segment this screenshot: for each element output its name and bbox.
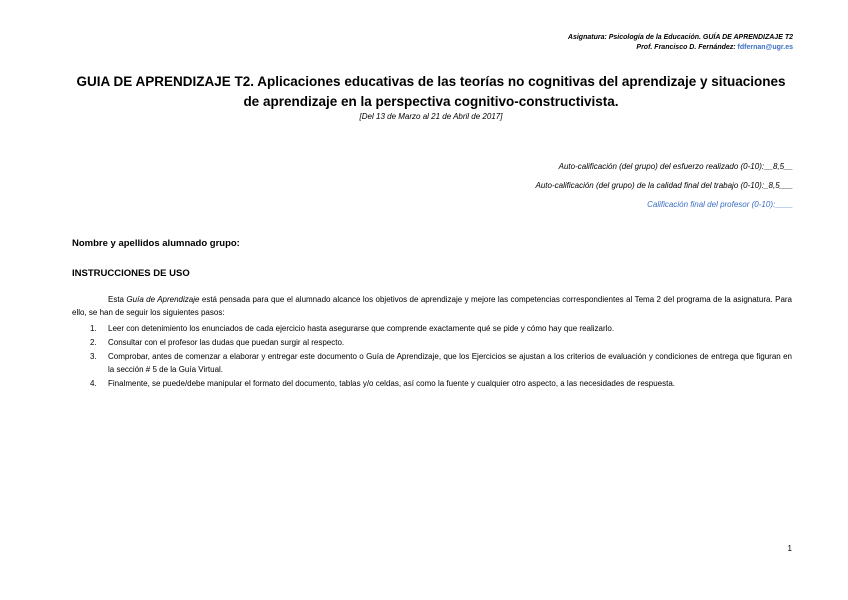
document-title: GUIA DE APRENDIZAJE T2. Aplicaciones educativas de las teorías no cognitivas del aprendizaje y situaciones de aprendizaje en la perspectiva cognitivo-constructivista.	[76, 74, 786, 109]
step-text: Finalmente, se puede/debe manipular el formato del documento, tablas y/o celdas, así como la fuente y cualquier otro aspecto, a las necesidades de respuesta.	[108, 379, 676, 388]
grade-quality: Auto-calificación (del grupo) de la calidad final del trabajo (0-10):_8,5___	[535, 181, 793, 190]
header-professor	[568, 43, 793, 53]
page-header	[568, 33, 793, 53]
intro-text-end: está pensada para que el alumnado alcance los objetivos de aprendizaje y mejore las competencias correspondientes al Tema 2 del programa de la asignatura. Para ello, se han de seguir los siguientes pasos:	[72, 295, 793, 317]
step-text: Leer con detenimiento los enunciados de cada ejercicio hasta asegurarse que comprende exactamente qué se pide y cómo hay que realizarlo.	[108, 324, 615, 333]
student-name-label: Nombre y apellidos alumnado grupo:	[72, 238, 240, 249]
grade-effort: Auto-calificación (del grupo) del esfuerzo realizado (0-10):__8,5__	[558, 162, 793, 171]
step-number: 3.	[90, 352, 97, 361]
page-number: 1	[787, 544, 792, 553]
instructions-heading: INSTRUCCIONES DE USO	[72, 268, 190, 279]
step-number: 4.	[90, 379, 97, 388]
instructions-intro	[72, 293, 792, 319]
header-professor-name: Prof. Francisco D. Fernández:	[636, 44, 738, 51]
instructions-steps	[72, 322, 792, 391]
intro-guide-name: Guía de Aprendizaje	[126, 295, 200, 304]
step-text: Comprobar, antes de comenzar a elaborar y entregar este documento o Guía de Aprendizaje, que los Ejercicios se ajustan a los criterios de evaluación y condiciones de entrega que figuran en la sección # 5 de la Guía Virtual.	[108, 352, 792, 374]
step-item	[72, 336, 792, 349]
step-text: Consultar con el profesor las dudas que puedan surgir al respecto.	[108, 338, 345, 347]
step-item	[72, 377, 792, 390]
intro-text-start: Esta	[108, 295, 127, 304]
header-subject: Asignatura: Psicología de la Educación. GUÍA DE APRENDIZAJE T2	[567, 34, 793, 41]
step-number: 2.	[90, 338, 97, 347]
header-email-link[interactable]: fdfernan@ugr.es	[737, 44, 793, 51]
grade-professor: Calificación final del profesor (0-10):____	[647, 200, 793, 209]
step-item	[72, 350, 792, 376]
grades-block	[536, 157, 794, 214]
step-item	[72, 322, 792, 335]
document-date-range: [Del 13 de Marzo al 21 de Abril de 2017]	[359, 112, 503, 121]
step-number: 1.	[90, 324, 97, 333]
